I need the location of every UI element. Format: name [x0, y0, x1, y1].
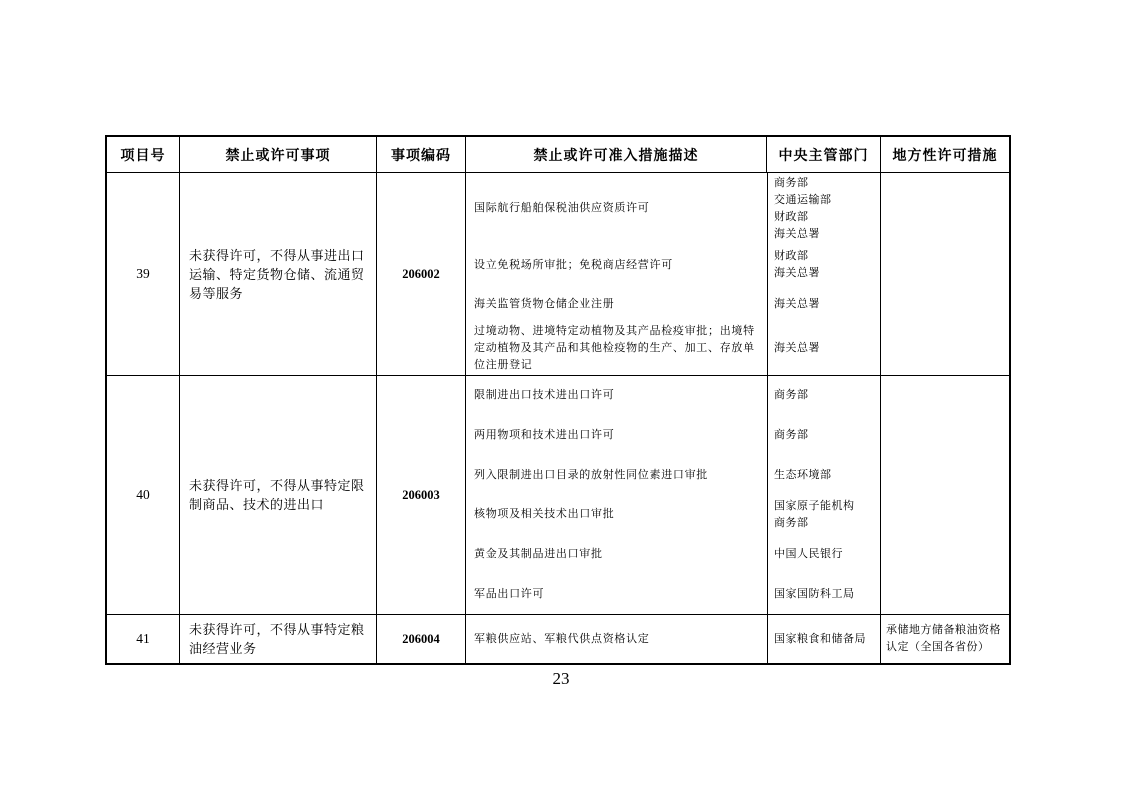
- measure-text: 两用物项和技术进出口许可: [474, 429, 615, 441]
- dept-line: 商务部: [774, 429, 809, 441]
- header-matter: [179, 137, 376, 172]
- item-no-cell: [107, 376, 179, 614]
- header-matter-label: 禁止或许可事项: [225, 146, 331, 163]
- page-number: 23: [552, 669, 570, 688]
- measure-group: [466, 495, 880, 535]
- measure-text: 限制进出口技术进出口许可: [474, 389, 615, 402]
- table-row-41: [107, 614, 1009, 663]
- central-depts: [767, 574, 880, 614]
- table-row-40: [107, 375, 1009, 614]
- measures-cell: [465, 615, 880, 663]
- code-cell: [376, 615, 465, 663]
- measures-cell: [465, 376, 880, 614]
- matter-cell: [179, 376, 376, 614]
- measure-group: [466, 574, 880, 614]
- dept-line: 中国人民银行: [774, 548, 843, 561]
- header-code: [376, 137, 465, 172]
- code-cell: [376, 173, 465, 375]
- measure-group: [466, 286, 880, 322]
- measure-group: [466, 455, 880, 495]
- header-item-no-label: 项目号: [120, 146, 166, 163]
- code-cell: [376, 376, 465, 614]
- header-central-dept-label: 中央主管部门: [778, 146, 869, 163]
- measure-desc: [466, 322, 767, 375]
- measure-text: 海关监管货物仓储企业注册: [474, 297, 615, 310]
- central-depts: [767, 376, 880, 416]
- dept-line: 国家原子能机构: [774, 499, 855, 512]
- measure-desc: [466, 574, 767, 614]
- header-local-measure: [880, 137, 1009, 172]
- market-access-table: [105, 135, 1011, 665]
- matter-text: 未获得许可，不得从事进出口运输、特定货物仓储、流通贸易等服务: [189, 247, 365, 301]
- item-no: 40: [136, 487, 150, 502]
- dept-line: 海关总署: [774, 267, 820, 280]
- measure-text: 列入限制进出口目录的放射性同位素进口审批: [474, 468, 708, 481]
- header-central-dept: [766, 137, 880, 172]
- header-measure-desc: [465, 137, 766, 172]
- central-depts: [767, 416, 880, 456]
- measure-desc: [466, 245, 767, 287]
- code-text: 206003: [402, 487, 440, 502]
- measure-desc: [466, 173, 767, 245]
- central-depts: [767, 455, 880, 495]
- header-local-measure-label: 地方性许可措施: [892, 146, 998, 163]
- matter-cell: [179, 173, 376, 375]
- header-code-label: 事项编码: [391, 146, 451, 163]
- measure-text: 军粮供应站、军粮代供点资格认定: [474, 632, 650, 645]
- header-item-no: [107, 137, 179, 172]
- local-measure-cell: [880, 376, 1009, 614]
- measure-text: 黄金及其制品进出口审批: [474, 548, 603, 561]
- dept-line: 财政部: [774, 250, 809, 263]
- measure-group: [466, 322, 880, 375]
- measure-desc: [466, 286, 767, 322]
- measure-text: 军品出口许可: [474, 587, 545, 600]
- measure-desc: [466, 495, 767, 535]
- dept-line: 财政部: [774, 210, 809, 223]
- measure-desc: [466, 615, 767, 663]
- central-depts: [767, 322, 880, 375]
- header-measure-desc-label: 禁止或许可准入措施描述: [533, 146, 699, 163]
- dept-line: 海关总署: [774, 297, 820, 310]
- item-no: 41: [136, 631, 150, 646]
- matter-cell: [179, 615, 376, 663]
- measure-desc: [466, 416, 767, 456]
- table-row-39: [107, 172, 1009, 375]
- measures-cell: [465, 173, 880, 375]
- dept-line: 海关总署: [774, 227, 820, 240]
- code-text: 206004: [402, 631, 440, 646]
- measure-text: 过境动物、进境特定动植物及其产品检疫审批；出境特定动植物及其产品和其他检疫物的生产、加工、存放单位注册登记: [474, 325, 755, 371]
- measure-text: 设立免税场所审批；免税商店经营许可: [474, 258, 673, 271]
- dept-line: 国家粮食和储备局: [774, 632, 866, 645]
- measure-text: 核物项及相关技术出口审批: [474, 508, 615, 521]
- dept-line: 商务部: [774, 516, 809, 529]
- dept-line: 海关总署: [774, 342, 820, 354]
- local-measure-text: 承储地方储备粮油资格认定（全国各省份）: [886, 624, 1001, 653]
- code-text: 206002: [402, 266, 440, 281]
- matter-text: 未获得许可，不得从事特定粮油经营业务: [189, 622, 365, 656]
- measure-desc: [466, 376, 767, 416]
- dept-line: 商务部: [774, 176, 809, 189]
- local-measure-cell: [880, 615, 1009, 663]
- dept-line: 生态环境部: [774, 468, 832, 481]
- local-measure-cell: [880, 173, 1009, 375]
- measure-group: [466, 245, 880, 287]
- matter-text: 未获得许可，不得从事特定限制商品、技术的进出口: [189, 478, 365, 512]
- dept-line: 国家国防科工局: [774, 587, 855, 600]
- measure-group: [466, 416, 880, 456]
- measure-desc: [466, 535, 767, 575]
- central-depts: [767, 173, 880, 245]
- measure-group: [466, 376, 880, 416]
- measure-group: [466, 535, 880, 575]
- central-depts: [767, 535, 880, 575]
- measure-text: 国际航行船舶保税油供应资质许可: [474, 202, 650, 215]
- dept-line: 交通运输部: [774, 193, 832, 206]
- central-depts: [767, 286, 880, 322]
- central-depts: [767, 615, 880, 663]
- measure-desc: [466, 455, 767, 495]
- measure-group: [466, 615, 880, 663]
- item-no-cell: [107, 615, 179, 663]
- table-header-row: [107, 137, 1009, 172]
- item-no-cell: [107, 173, 179, 375]
- central-depts: [767, 245, 880, 287]
- dept-line: 商务部: [774, 389, 809, 402]
- item-no: 39: [136, 266, 150, 281]
- measure-group: [466, 173, 880, 245]
- central-depts: [767, 495, 880, 535]
